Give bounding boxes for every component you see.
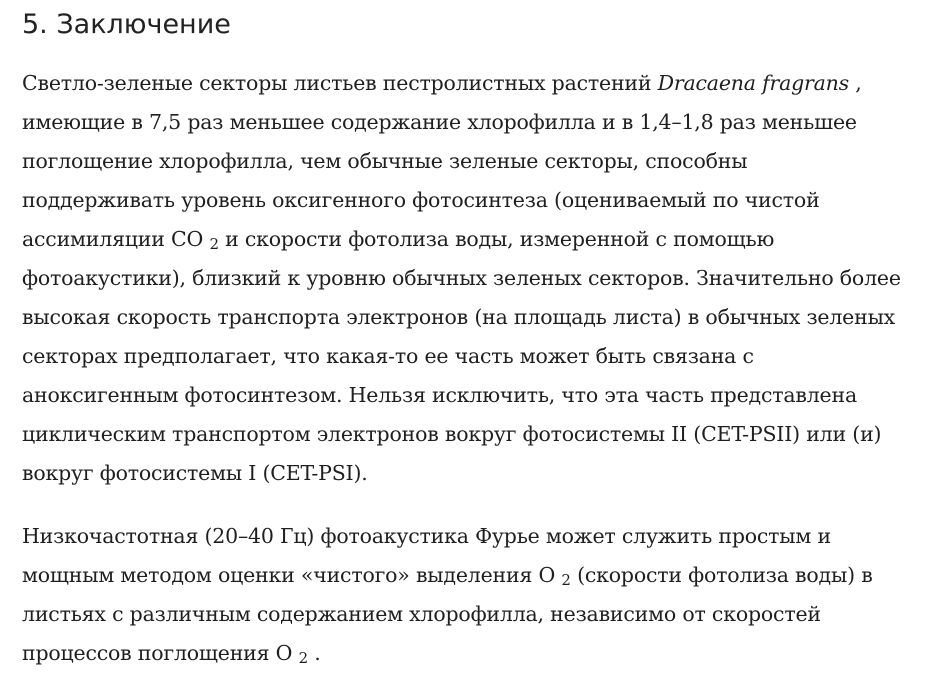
paragraph-2-text-c: . [307,641,321,665]
paragraph-1-text-c: и скорости фотолиза воды, измеренной с помощью фотоакустики), близкий к уровню обычных зеленых секторов. Значительно более высокая скорость транспорта электронов (на площадь листа) в обычных зеленых секторах предполагает, что какая-то ее часть может быть связана с аноксигенным фотосинтезом. Нельзя исключить, что эта часть представлена циклическим транспортом электронов вокруг фотосистемы II (CET-PSII) или (и) вокруг фотосистемы I (CET-PSI). [22,227,901,485]
paragraph-1-text-a: Светло-зеленые секторы листьев пестролистных растений [22,71,658,95]
paragraph-2-text-a: Низкочастотная (20–40 Гц) фотоакустика Фурье может служить простым и мощным методом оценки «чистого» выделения O [22,524,831,587]
conclusion-paragraph-1 [22,64,902,493]
species-name: Dracaena fragrans [657,71,849,95]
o2-subscript-2: 2 [298,649,308,667]
paragraph-2-text-b: (скорости фотолиза воды) в листьях с различным содержанием хлорофилла, независимо от скоростей процессов поглощения O [22,563,873,665]
paragraph-1-text-b: , имеющие в 7,5 раз меньшее содержание хлорофилла и в 1,4–1,8 раз меньшее поглощение хлорофилла, чем обычные зеленые секторы, способны поддерживать уровень оксигенного фотосинтеза (оцениваемый по чистой ассимиляции CO [22,71,862,251]
article-body [22,0,902,673]
co2-subscript: 2 [209,235,219,253]
o2-subscript-1: 2 [561,571,571,589]
section-title: 5. Заключение [22,9,231,40]
conclusion-paragraph-2 [22,517,902,673]
